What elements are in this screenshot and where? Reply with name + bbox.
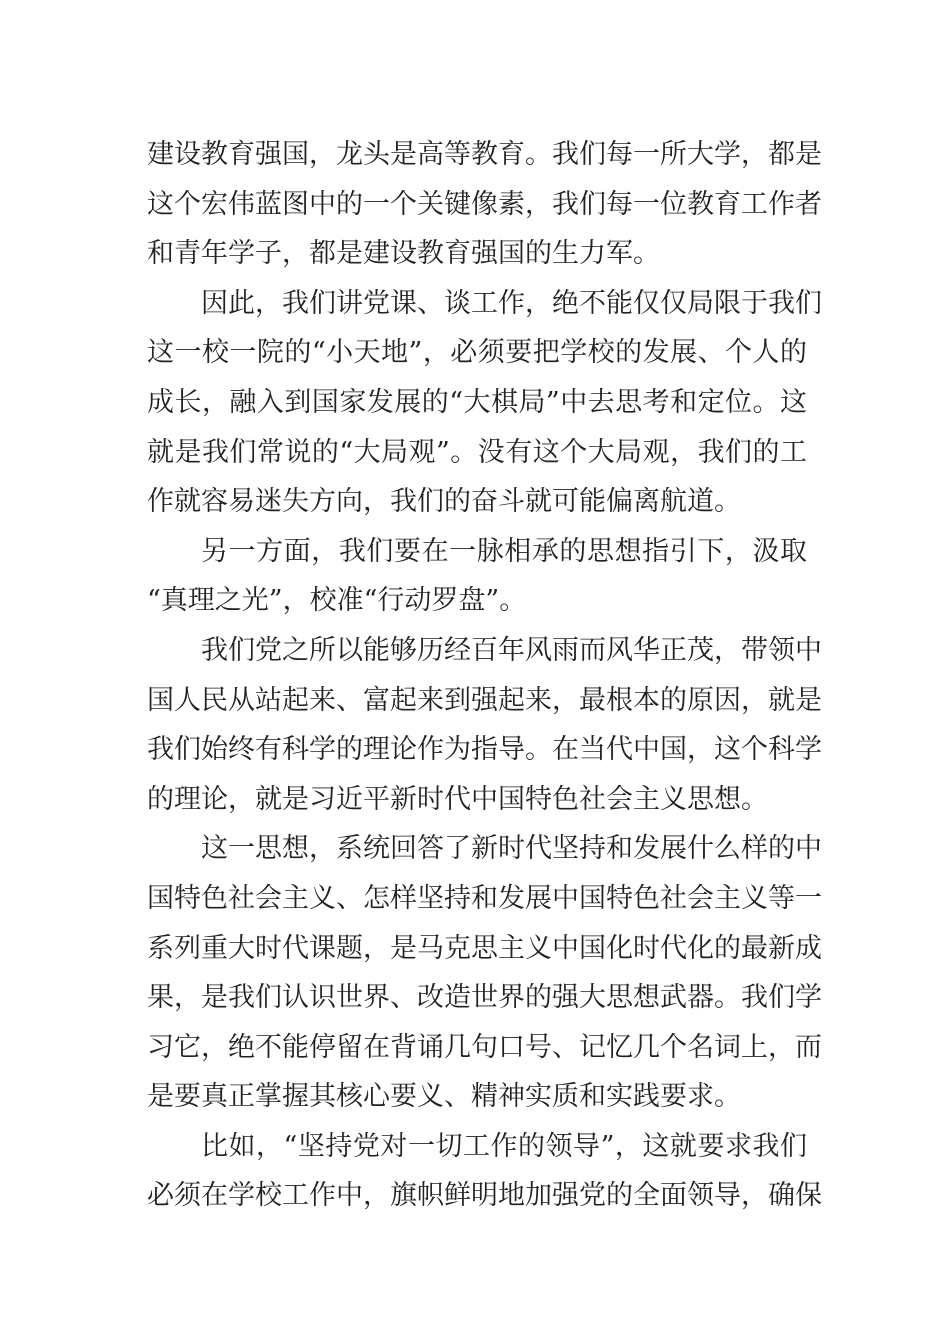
text-line: 成长，融入到国家发展的“大棋局”中去思考和定位。这 — [147, 386, 807, 418]
text-line: 这个宏伟蓝图中的一个关键像素，我们每一位教育工作者 — [147, 188, 822, 220]
document-body — [147, 130, 822, 1221]
text-line: 我们党之所以能够历经百年风雨而风华正茂，带领中 — [201, 634, 822, 666]
text-line: 我们始终有科学的理论作为指导。在当代中国，这个科学 — [147, 734, 822, 766]
text-line: 必须在学校工作中，旗帜鲜明地加强党的全面领导，确保 — [147, 1180, 822, 1212]
text-line: 这一校一院的“小天地”，必须要把学校的发展、个人的 — [147, 337, 807, 369]
text-line: 的理论，就是习近平新时代中国特色社会主义思想。 — [147, 783, 768, 815]
text-line: 作就容易迷失方向，我们的奋斗就可能偏离航道。 — [147, 486, 741, 518]
text-line: 因此，我们讲党课、谈工作，绝不能仅仅局限于我们 — [201, 287, 822, 319]
text-line: 果，是我们认识世界、改造世界的强大思想武器。我们学 — [147, 982, 822, 1014]
text-line: 习它，绝不能停留在背诵几句口号、记忆几个名词上，而 — [147, 1031, 822, 1063]
text-line: 是要真正掌握其核心要义、精神实质和实践要求。 — [147, 1081, 741, 1113]
text-line: 国人民从站起来、富起来到强起来，最根本的原因，就是 — [147, 684, 822, 716]
text-line: 和青年学子，都是建设教育强国的生力军。 — [147, 238, 660, 270]
text-line: 国特色社会主义、怎样坚持和发展中国特色社会主义等一 — [147, 882, 822, 914]
text-line: “真理之光”，校准“行动罗盘”。 — [147, 585, 527, 617]
text-line: 另一方面，我们要在一脉相承的思想指引下，汲取 — [201, 535, 807, 567]
text-line: 建设教育强国，龙头是高等教育。我们每一所大学，都是 — [147, 139, 822, 170]
text-line: 就是我们常说的“大局观”。没有这个大局观，我们的工 — [147, 436, 807, 468]
text-line: 比如，“坚持党对一切工作的领导”，这就要求我们 — [201, 1130, 807, 1162]
text-line: 这一思想，系统回答了新时代坚持和发展什么样的中 — [201, 833, 822, 865]
text-line: 系列重大时代课题，是马克思主义中国化时代化的最新成 — [147, 932, 822, 964]
